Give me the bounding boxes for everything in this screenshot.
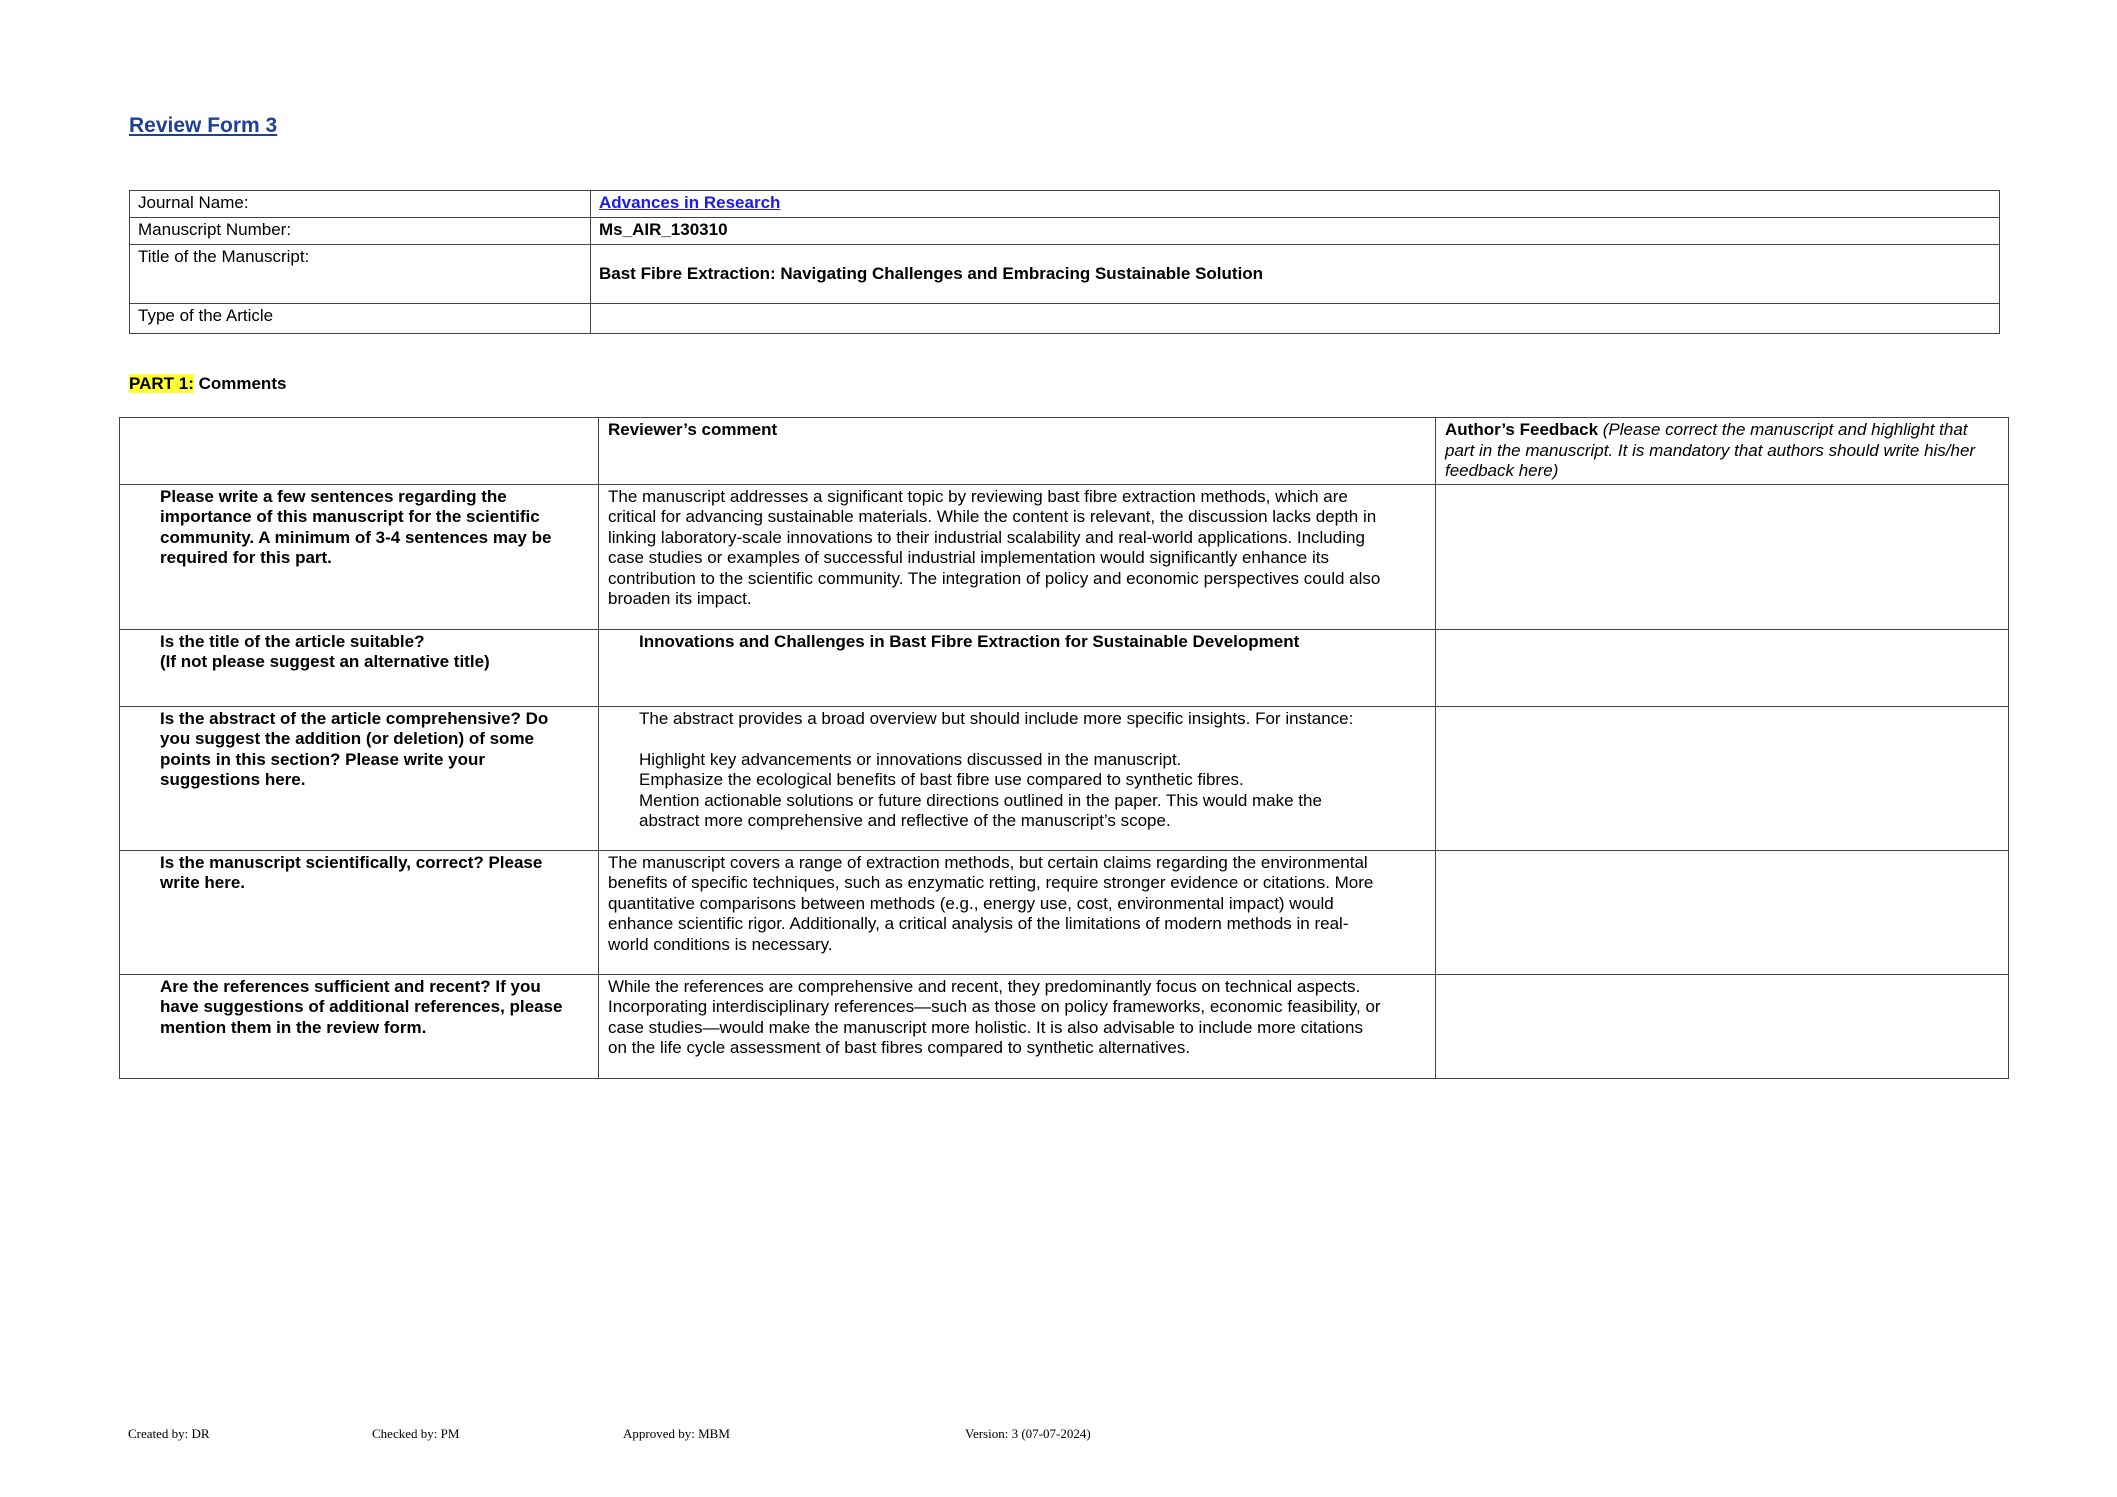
part-1-highlight: PART 1:: [129, 374, 194, 393]
reviewer-comment: While the references are comprehensive and recent, they predominantly focus on technical aspects. Incorporating interdisciplinary references—such as those on policy frameworks, economic feasibility, or case studies—would make the manuscript more holistic. It is also advisable to include more citations on the life cycle assessment of bast fibres compared to synthetic alternatives.: [599, 974, 1436, 1078]
footer-version: Version: 3 (07-07-2024): [965, 1426, 1091, 1441]
header-empty: [120, 418, 599, 485]
journal-name-link[interactable]: Advances in Research: [599, 193, 781, 212]
footer-checked-by: Checked by: PM: [372, 1426, 460, 1441]
footer-approved-by: Approved by: MBM: [623, 1426, 730, 1441]
reviewer-comment: The manuscript covers a range of extraction methods, but certain claims regarding the environmental benefits of specific techniques, such as enzymatic retting, require stronger evidence or citations. More quantitative comparisons between methods (e.g., energy use, cost, environmental impact) would enhance scientific rigor. Additionally, a critical analysis of the limitations of modern methods in real- world conditions is necessary.: [599, 850, 1436, 974]
form-title: Review Form 3: [129, 114, 278, 137]
manuscript-title-value: Bast Fibre Extraction: Navigating Challenges and Embracing Sustainable Solution: [591, 245, 2000, 304]
author-feedback-cell[interactable]: [1436, 850, 2009, 974]
manuscript-number-label: Manuscript Number:: [130, 218, 591, 245]
table-row: [120, 706, 2009, 850]
table-row: [120, 629, 2009, 706]
question-importance: Please write a few sentences regarding the importance of this manuscript for the scientific community. A minimum of 3-4 sentences may be required for this part.: [120, 484, 599, 629]
author-feedback-instructions: (Please correct the manuscript and highlight that part in the manuscript. It is mandatory that authors should write his/her feedback here): [1445, 420, 1976, 480]
article-type-value[interactable]: [591, 304, 2000, 334]
manuscript-title-label: Title of the Manuscript:: [130, 245, 591, 304]
table-row: [120, 850, 2009, 974]
author-feedback-title: Author’s Feedback: [1445, 420, 1599, 439]
question-references: Are the references sufficient and recent? If you have suggestions of additional references, please mention them in the review form.: [120, 974, 599, 1078]
author-feedback-cell[interactable]: [1436, 706, 2009, 850]
table-row: [120, 974, 2009, 1078]
reviewer-comment: The abstract provides a broad overview but should include more specific insights. For instance: Highlight key advancements or innovations discussed in the manuscript. Emphasize the ecological benefits of bast fibre use compared to synthetic fibres. Mention actionable solutions or future directions outlined in the paper. This would make the abstract more comprehensive and reflective of the manuscript’s scope.: [599, 706, 1436, 850]
article-type-label: Type of the Article: [130, 304, 591, 334]
reviewer-comment: Innovations and Challenges in Bast Fibre Extraction for Sustainable Development: [599, 629, 1436, 706]
author-feedback-cell[interactable]: [1436, 484, 2009, 629]
reviewer-comment: The manuscript addresses a significant topic by reviewing bast fibre extraction methods, which are critical for advancing sustainable materials. While the content is relevant, the discussion lacks depth in linking laboratory-scale innovations to their industrial scalability and real-world applications. Including case studies or examples of successful industrial implementation would significantly enhance its contribution to the scientific community. The integration of policy and economic perspectives could also broaden its impact.: [599, 484, 1436, 629]
header-reviewer-comment: Reviewer’s comment: [599, 418, 1436, 485]
footer-created-by: Created by: DR: [128, 1426, 210, 1441]
question-abstract: Is the abstract of the article comprehensive? Do you suggest the addition (or deletion) of some points in this section? Please write your suggestions here.: [120, 706, 599, 850]
table-row: [120, 484, 2009, 629]
comments-table: [119, 417, 2009, 1079]
header-author-feedback: [1436, 418, 2009, 485]
author-feedback-cell[interactable]: [1436, 629, 2009, 706]
part-1-label: Comments: [193, 374, 287, 393]
question-scientific: Is the manuscript scientifically, correct? Please write here.: [120, 850, 599, 974]
journal-name-label: Journal Name:: [130, 191, 591, 218]
part-1-heading: [129, 374, 286, 394]
author-feedback-cell[interactable]: [1436, 974, 2009, 1078]
manuscript-info-table: [129, 190, 2000, 334]
manuscript-number-value: Ms_AIR_130310: [591, 218, 2000, 245]
question-title: Is the title of the article suitable? (If not please suggest an alternative title): [120, 629, 599, 706]
